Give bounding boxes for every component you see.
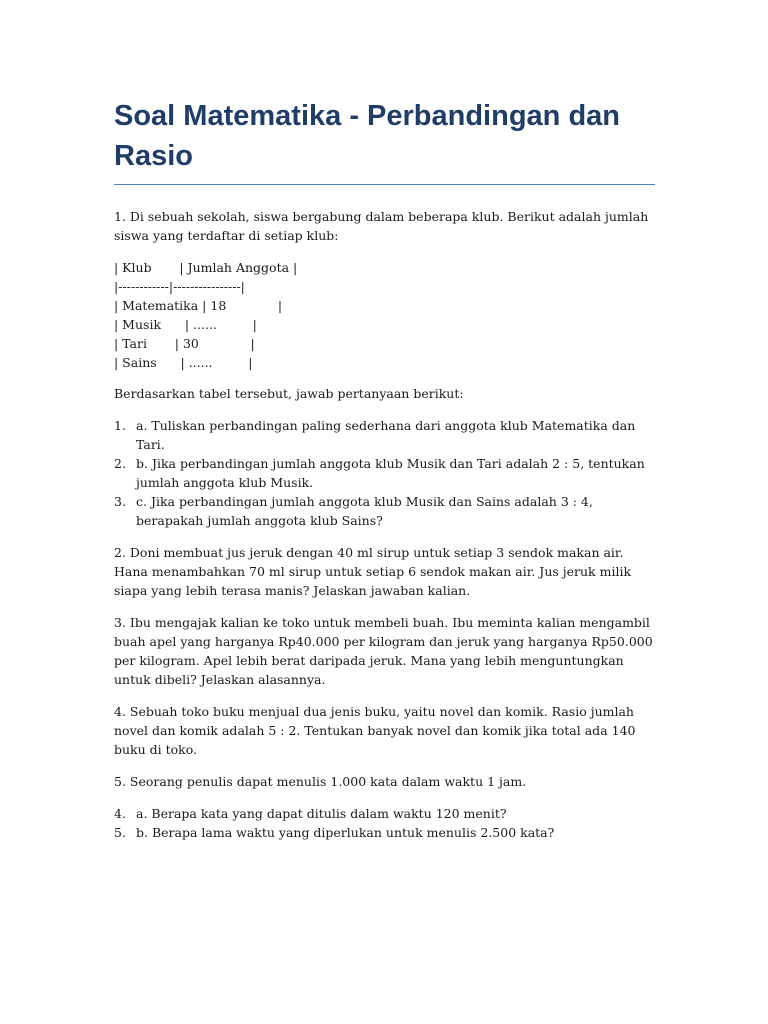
list-item-text: b. Jika perbandingan jumlah anggota klub Musik dan Tari adalah 2 : 5, tentukan jumlah anggota klub Musik. [136,456,645,490]
question-2: 2. Doni membuat jus jeruk dengan 40 ml sirup untuk setiap 3 sendok makan air. Hana menambahkan 70 ml sirup untuk setiap 6 sendok makan air. Jus jeruk milik siapa yang lebih terasa manis? Jelaskan jawaban kalian. [114,545,632,598]
question-1-list [114,416,655,530]
table-line: |------------|----------------| [114,279,245,294]
list-item-text: c. Jika perbandingan jumlah anggota klub Musik dan Sains adalah 3 : 4, berapakah jumlah anggota klub Sains? [136,494,593,528]
list-item [114,416,655,454]
list-item [114,804,655,823]
list-number: 5. [114,825,126,840]
list-item [114,492,655,530]
list-item [114,823,655,842]
question-4: 4. Sebuah toko buku menjual dua jenis buku, yaitu novel dan komik. Rasio jumlah novel dan komik adalah 5 : 2. Tentukan banyak novel dan komik jika total ada 140 buku di toko. [114,704,636,757]
club-table-text [114,258,655,372]
list-number: 4. [114,806,126,821]
list-item-text: a. Berapa kata yang dapat ditulis dalam waktu 120 menit? [136,806,507,821]
list-number: 1. [114,418,126,433]
question-3: 3. Ibu mengajak kalian ke toko untuk membeli buah. Ibu meminta kalian mengambil buah apel yang harganya Rp40.000 per kilogram dan jeruk yang harganya Rp50.000 per kilogram. Apel lebih berat daripada jeruk. Mana yang lebih menguntungkan untuk dibeli? Jelaskan alasannya. [114,615,653,687]
table-line: | Sains | ...... | [114,355,253,370]
table-line: | Tari | 30 | [114,336,255,351]
question-5-list [114,804,655,842]
question-1-intro: 1. Di sebuah sekolah, siswa bergabung dalam beberapa klub. Berikut adalah jumlah siswa yang terdaftar di setiap klub: [114,209,649,243]
table-line: | Musik | ...... | [114,317,257,332]
page-title: Soal Matematika - Perbandingan dan Rasio [114,96,655,185]
list-number: 3. [114,494,126,509]
table-line: | Matematika | 18 | [114,298,283,313]
list-item-text: a. Tuliskan perbandingan paling sederhana dari anggota klub Matematika dan Tari. [136,418,636,452]
question-5: 5. Seorang penulis dapat menulis 1.000 kata dalam waktu 1 jam. [114,774,527,789]
list-number: 2. [114,456,126,471]
list-item-text: b. Berapa lama waktu yang diperlukan untuk menulis 2.500 kata? [136,825,555,840]
table-line: | Klub | Jumlah Anggota | [114,260,298,275]
list-item [114,454,655,492]
document-page [114,96,655,842]
question-1-prompt: Berdasarkan tabel tersebut, jawab pertanyaan berikut: [114,386,464,401]
